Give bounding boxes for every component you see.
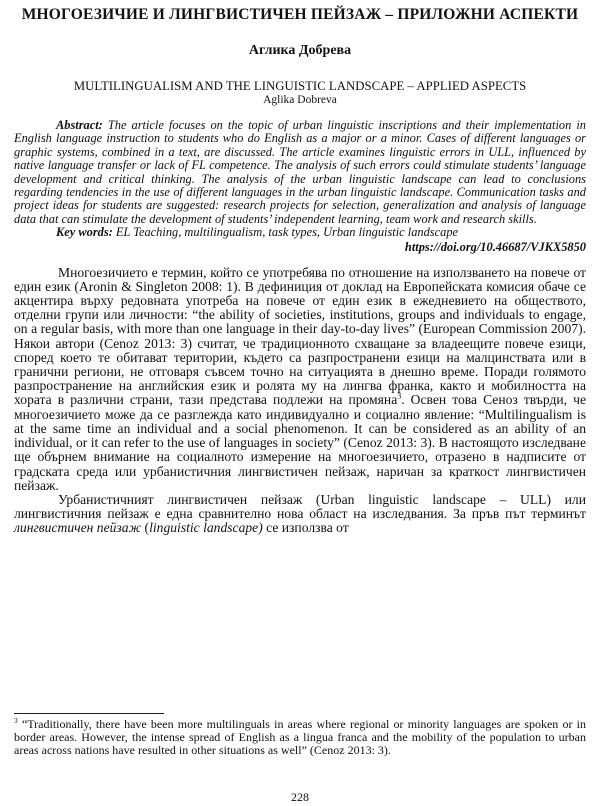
footnote-marker: 3 (14, 716, 18, 725)
paragraph-1-text-b: . Освен това Сеноз твърди, че многоезичието може да се разглежда като индивидуално и социално явление: “Multilingualism is at the same time an individual and a social phenomenon. It can be considered as an ability of an individual, or it can refer to the use of languages in society” (Cenoz 2013: 3). В настоящото изследване ще обърнем внимание на социалното измерение на многоезичието, отразено в надписите от градската среда или урбанистичния лингвистичен пейзаж, наричан за краткост лингвистичен пейзаж. (14, 392, 586, 493)
page-number: 228 (291, 790, 309, 804)
paragraph-2-text-c: се използва от (262, 520, 349, 536)
article-title-english: MULTILINGUALISM AND THE LINGUISTIC LANDSCAPE – APPLIED ASPECTS (73, 79, 527, 93)
paragraph-1-text-a: Многоезичието е термин, който се употребява по отношение на използването на повече от един език (Aronin & Singleton 2008: 1). В дефиниция от доклад на Европейската комисия обаче се акцентира върху редовната употреба на повече от един език в ежедневието на обществото, отделни групи или личности: “the ability of societies, institutions, groups and individuals to engage, on a regular basis, with more than one language in their day-to-day lives” (European Commission 2007). Някои автори (Cenoz 2013: 3) считат, че традиционното схващане за владеещите повече езици, според което те обитават територии, където са разпространени езици на малцинствата или в гранични региони, не отговаря съвсем точно на ситуацията в днешно време. Поради голямото разпространение на английския език и ролята му на лингва франка, както и мобилността на хората в различни страни, тази представа подлежи на промяна (14, 264, 586, 408)
paragraph-2-text-b: ( (141, 520, 150, 536)
paragraph-2-text-a: Урбанистичният лингвистичен пейзаж (Urban linguistic landscape – ULL) или лингвистичния пейзаж е една сравнително нова област на изследвания. За пръв път терминът (14, 491, 586, 522)
author-name-english: Aglika Dobreva (263, 94, 337, 106)
keywords (14, 226, 586, 239)
footnote-reference-3[interactable]: 3 (397, 391, 402, 401)
footnote-text: “Traditionally, there have been more multilinguals in areas where regional or minority languages are spoken or in border areas. However, the intense spread of English as a lingua franca and the mobility of the population to urban areas across nations have resulted in other situations as well” (Cenoz 2013: 3). (14, 717, 586, 758)
doi-link[interactable]: https://doi.org/10.46687/VJKX5850 (404, 239, 586, 254)
abstract-text: The article focuses on the topic of urban linguistic inscriptions and their implementation in English language instruction to students who do English as a major or a minor. Cases of different languages or graphic systems, combined in a text, are discussed. The article examines linguistic errors in ULL, influenced by native language transfer or lack of FL competence. The analysis of such errors could stimulate students’ language development and critical thinking. The analysis of the urban linguistic landscape can lead to conclusions regarding tendencies in the use of different languages in the urban linguistic landscape. Communication tasks and project ideas for students are suggested: research projects for selection, generalization and analysis of language data that can stimulate the development of students’ independent learning, team work and research skills. (14, 118, 586, 226)
footnote-3 (14, 718, 586, 758)
abstract (14, 119, 586, 226)
abstract-label: Abstract: (56, 118, 103, 132)
keywords-label: Key words: (56, 225, 113, 240)
body-paragraph-1 (14, 266, 586, 493)
page (0, 6, 600, 806)
keywords-text: EL Teaching, multilingualism, task types, Urban linguistic landscape (115, 225, 459, 240)
author-name-bulgarian: Аглика Добрева (248, 43, 352, 58)
term-linguistic-landscape-en: linguistic landscape) (149, 520, 263, 536)
article-title-bulgarian: МНОГОЕЗИЧИЕ И ЛИНГВИСТИЧЕН ПЕЙЗАЖ – ПРИЛОЖНИ АСПЕКТИ (21, 6, 579, 23)
term-linguistic-landscape-bg: лингвистичен пейзаж (14, 520, 142, 536)
footnote-divider (14, 713, 164, 714)
body-paragraph-2 (14, 493, 586, 536)
